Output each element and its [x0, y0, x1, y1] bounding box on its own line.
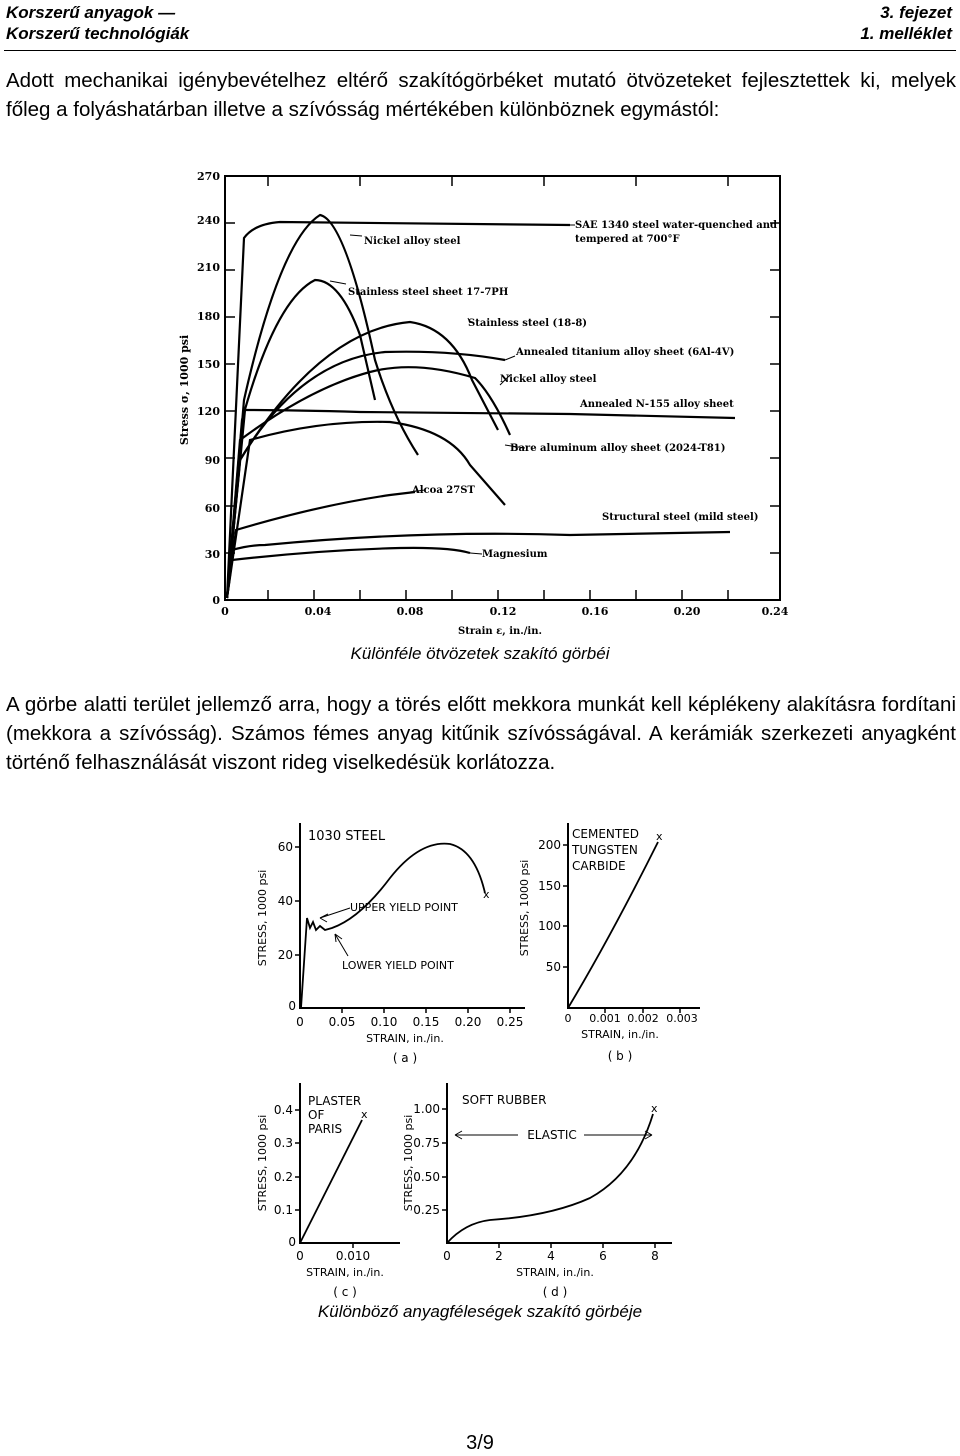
b-x-axis-label: STRAIN, in./in. [581, 1028, 659, 1041]
d-x-tick-8: 8 [651, 1249, 659, 1263]
a-y-tick-0: 0 [288, 999, 296, 1013]
c-x-tick-0010: 0.010 [335, 1249, 371, 1263]
d-y-tick-100: 1.00 [413, 1102, 440, 1116]
b-x-tick-0002: 0.002 [627, 1012, 659, 1025]
b-title-line3: CARBIDE [572, 859, 626, 873]
d-fracture-mark: x [651, 1102, 658, 1115]
header-rule [4, 50, 956, 51]
a-y-tick-40: 40 [277, 894, 293, 908]
b-y-tick-50: 50 [545, 960, 561, 974]
panel-d [402, 1083, 672, 1299]
y-tick-180: 180 [197, 310, 220, 323]
curve-nickel-alloy-2 [227, 367, 510, 598]
label-aluminum-2024: Bare aluminum alloy sheet (2024-T81) [510, 443, 726, 454]
c-y-tick-03: 0.3 [273, 1136, 293, 1150]
label-n155: Annealed N-155 alloy sheet [580, 399, 734, 410]
plot-frame [225, 176, 780, 600]
b-x-tick-0: 0 [564, 1012, 572, 1025]
figure2-caption: Különböző anyagféleségek szakító görbéje [317, 1302, 643, 1321]
label-nickel-alloy-1: Nickel alloy steel [364, 236, 461, 247]
c-curve [300, 1120, 362, 1243]
d-x-tick-2: 2 [495, 1249, 503, 1263]
d-elastic-label: ELASTIC [527, 1128, 577, 1142]
y-tick-210: 210 [197, 261, 220, 274]
y-tick-60: 60 [204, 502, 220, 515]
figure1-caption: Különféle ötvözetek szakító görbéi [350, 644, 610, 663]
y-tick-90: 90 [204, 454, 220, 467]
label-stainless-17-7ph: Stainless steel sheet 17-7PH [348, 287, 509, 298]
c-y-axis-label: STRESS, 1000 psi [256, 1114, 269, 1212]
label-stainless-18-8: Stainless steel (18-8) [468, 318, 588, 329]
d-panel-tag: ( d ) [542, 1285, 568, 1299]
b-panel-tag: ( b ) [607, 1049, 633, 1063]
d-y-tick-075: 0.75 [413, 1136, 440, 1150]
d-x-tick-0: 0 [443, 1249, 451, 1263]
c-panel-tag: ( c ) [333, 1285, 357, 1299]
label-alcoa-27st: Alcoa 27ST [412, 485, 475, 496]
header-left [6, 2, 189, 44]
x-tick-0: 0 [221, 605, 229, 618]
b-title-line2: TUNGSTEN [572, 843, 638, 857]
d-title: SOFT RUBBER [462, 1093, 547, 1107]
curve-structural-steel [227, 532, 730, 598]
c-title-line3: PARIS [308, 1122, 343, 1136]
x-tick-024: 0.24 [761, 605, 789, 618]
a-panel-tag: ( a ) [392, 1051, 418, 1065]
d-x-axis-label: STRAIN, in./in. [516, 1266, 594, 1279]
d-x-tick-6: 6 [599, 1249, 607, 1263]
page-number: 3/9 [466, 1432, 494, 1454]
label-titanium: Annealed titanium alloy sheet (6Al-4V) [516, 347, 735, 358]
x-tick-008: 0.08 [396, 605, 424, 618]
intro-paragraph: Adott mechanikai igénybevételhez eltérő szakítógörbéket mutató ötvözeteket fejlesztettek ki, melyek főleg a folyáshatárban illetve a szívósság mértékében különböznek egymástól: [6, 69, 956, 121]
y-tick-30: 30 [204, 548, 220, 561]
panel-a [256, 823, 525, 1065]
alloy-stress-strain-figure [170, 160, 790, 640]
label-nickel-alloy-2: Nickel alloy steel [500, 374, 597, 385]
a-lower-yield: LOWER YIELD POINT [342, 959, 454, 972]
a-x-tick-025: 0.25 [496, 1015, 524, 1029]
d-y-tick-025: 0.25 [413, 1203, 440, 1217]
page-header [0, 0, 960, 50]
c-y-tick-01: 0.1 [273, 1203, 293, 1217]
b-x-tick-0001: 0.001 [589, 1012, 621, 1025]
x-tick-020: 0.20 [673, 605, 701, 618]
c-x-axis-label: STRAIN, in./in. [306, 1266, 384, 1279]
c-y-tick-04: 0.4 [273, 1103, 293, 1117]
c-fracture-mark: x [361, 1108, 368, 1121]
a-x-tick-015: 0.15 [412, 1015, 440, 1029]
header-left-line1: Korszerű anyagok — [6, 3, 176, 22]
b-x-tick-0003: 0.003 [666, 1012, 698, 1025]
curve-aluminum-2024 [227, 422, 505, 598]
b-y-tick-150: 150 [538, 879, 561, 893]
header-right-line1: 3. fejezet [880, 3, 952, 22]
label-magnesium: Magnesium [482, 549, 548, 560]
header-right [860, 2, 952, 44]
a-y-tick-60: 60 [277, 840, 293, 854]
a-y-tick-20: 20 [277, 948, 293, 962]
a-x-tick-005: 0.05 [328, 1015, 356, 1029]
a-x-tick-020: 0.20 [454, 1015, 482, 1029]
x-tick-004: 0.04 [304, 605, 332, 618]
panel-b [518, 823, 700, 1063]
c-y-tick-02: 0.2 [273, 1170, 293, 1184]
c-title-line2: OF [308, 1108, 325, 1122]
label-sae1340-line1: SAE 1340 steel water-quenched and [575, 220, 777, 231]
y-tick-120: 120 [197, 405, 220, 418]
d-x-tick-4: 4 [547, 1249, 555, 1263]
a-x-tick-010: 0.10 [370, 1015, 398, 1029]
x-tick-012: 0.12 [489, 605, 517, 618]
header-right-line2: 1. melléklet [860, 24, 952, 43]
d-y-axis-label: STRESS, 1000 psi [402, 1114, 415, 1212]
header-left-line2: Korszerű technológiák [6, 24, 190, 43]
a-upper-yield: UPPER YIELD POINT [350, 901, 458, 914]
y-tick-240: 240 [197, 214, 220, 227]
label-sae1340-line2: tempered at 700°F [575, 234, 680, 245]
curve-n155 [227, 410, 735, 598]
y-tick-0: 0 [212, 594, 220, 607]
x-axis-label: Strain ε, in./in. [458, 626, 542, 637]
a-x-tick-0: 0 [296, 1015, 304, 1029]
materials-stress-strain-figure [250, 818, 710, 1303]
d-y-tick-050: 0.50 [413, 1170, 440, 1184]
toughness-paragraph: A görbe alatti terület jellemző arra, hogy a törés előtt mekkora munkát kell képlékeny alakításra fordítani (mekkora a szívósság). Számos fémes anyag kitűnik szívósságával. A kerámiák szerkezeti anyagként történő felhasználását viszont rideg viselkedésük korlátozza. [6, 693, 956, 774]
c-y-tick-0: 0 [288, 1235, 296, 1249]
curve-titanium [227, 352, 505, 598]
a-x-axis-label: STRAIN, in./in. [366, 1032, 444, 1045]
x-tick-016: 0.16 [581, 605, 609, 618]
a-curve [301, 844, 485, 1008]
label-structural-steel: Structural steel (mild steel) [602, 512, 759, 523]
y-tick-270: 270 [197, 170, 220, 183]
c-x-tick-0: 0 [296, 1249, 304, 1263]
a-y-axis-label: STRESS, 1000 psi [256, 869, 269, 967]
panel-c [256, 1083, 400, 1299]
y-tick-150: 150 [197, 358, 220, 371]
b-y-axis-label: STRESS, 1000 psi [518, 859, 531, 957]
b-title-line1: CEMENTED [572, 827, 640, 841]
curve-magnesium [227, 548, 470, 598]
b-y-tick-200: 200 [538, 838, 561, 852]
b-fracture-mark: x [656, 830, 663, 843]
c-title-line1: PLASTER [308, 1094, 362, 1108]
a-fracture-mark: x [483, 888, 490, 901]
y-axis-label: Stress σ, 1000 psi [178, 334, 191, 446]
b-y-tick-100: 100 [538, 919, 561, 933]
a-title: 1030 STEEL [308, 829, 386, 844]
